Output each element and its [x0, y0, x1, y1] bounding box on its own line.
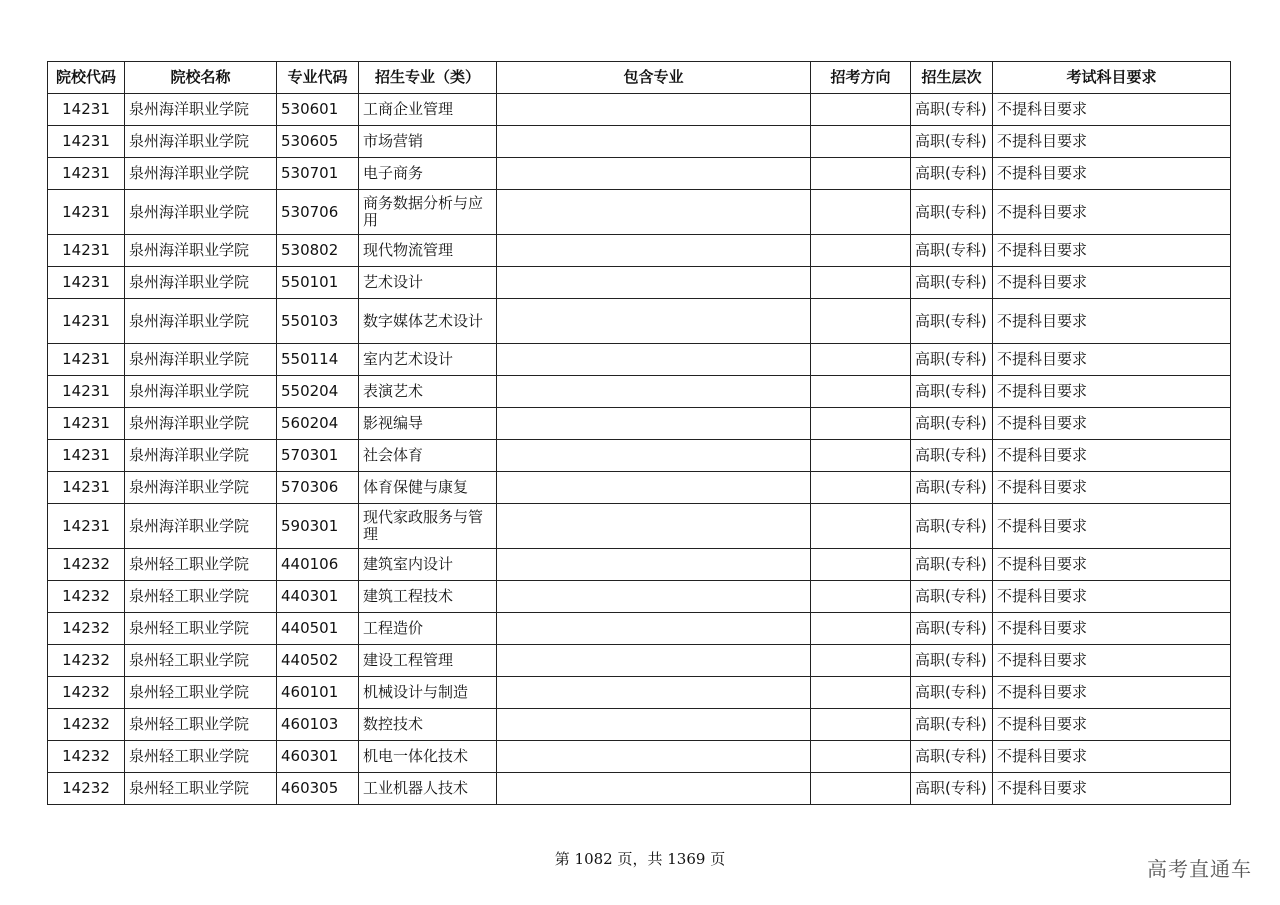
cell-level: 高职(专科)	[911, 235, 993, 267]
cell-major: 工商企业管理	[359, 94, 497, 126]
cell-included-majors	[497, 190, 811, 235]
cell-included-majors	[497, 677, 811, 709]
cell-major: 数字媒体艺术设计	[359, 299, 497, 344]
cell-requirement: 不提科目要求	[993, 440, 1231, 472]
cell-direction	[811, 158, 911, 190]
cell-requirement: 不提科目要求	[993, 645, 1231, 677]
header-direction: 招考方向	[811, 62, 911, 94]
cell-requirement: 不提科目要求	[993, 299, 1231, 344]
cell-school-name: 泉州海洋职业学院	[125, 440, 277, 472]
cell-school-code: 14231	[48, 126, 125, 158]
cell-school-code: 14232	[48, 613, 125, 645]
cell-school-code: 14231	[48, 472, 125, 504]
cell-school-code: 14231	[48, 440, 125, 472]
table-row	[48, 709, 1231, 741]
cell-school-name: 泉州海洋职业学院	[125, 472, 277, 504]
table-row	[48, 344, 1231, 376]
cell-level: 高职(专科)	[911, 741, 993, 773]
cell-major-code: 440501	[277, 613, 359, 645]
cell-school-code: 14231	[48, 267, 125, 299]
cell-major: 电子商务	[359, 158, 497, 190]
table-row	[48, 126, 1231, 158]
cell-school-name: 泉州海洋职业学院	[125, 408, 277, 440]
cell-major-code: 460301	[277, 741, 359, 773]
cell-major: 室内艺术设计	[359, 344, 497, 376]
table-row	[48, 581, 1231, 613]
cell-level: 高职(专科)	[911, 613, 993, 645]
cell-direction	[811, 709, 911, 741]
cell-requirement: 不提科目要求	[993, 549, 1231, 581]
cell-major: 体育保健与康复	[359, 472, 497, 504]
cell-major: 社会体育	[359, 440, 497, 472]
cell-included-majors	[497, 408, 811, 440]
cell-requirement: 不提科目要求	[993, 408, 1231, 440]
cell-major: 建设工程管理	[359, 645, 497, 677]
cell-level: 高职(专科)	[911, 472, 993, 504]
cell-requirement: 不提科目要求	[993, 472, 1231, 504]
cell-school-name: 泉州轻工职业学院	[125, 677, 277, 709]
cell-requirement: 不提科目要求	[993, 376, 1231, 408]
cell-direction	[811, 677, 911, 709]
cell-school-name: 泉州海洋职业学院	[125, 376, 277, 408]
cell-direction	[811, 408, 911, 440]
cell-school-code: 14232	[48, 677, 125, 709]
cell-major-code: 550204	[277, 376, 359, 408]
cell-major: 市场营销	[359, 126, 497, 158]
cell-included-majors	[497, 235, 811, 267]
cell-direction	[811, 344, 911, 376]
cell-major: 艺术设计	[359, 267, 497, 299]
cell-direction	[811, 581, 911, 613]
table-row	[48, 741, 1231, 773]
cell-major-code: 530706	[277, 190, 359, 235]
cell-school-name: 泉州海洋职业学院	[125, 126, 277, 158]
cell-direction	[811, 773, 911, 805]
table-row	[48, 190, 1231, 235]
cell-included-majors	[497, 376, 811, 408]
cell-major-code: 440106	[277, 549, 359, 581]
cell-included-majors	[497, 504, 811, 549]
cell-requirement: 不提科目要求	[993, 773, 1231, 805]
cell-major: 机电一体化技术	[359, 741, 497, 773]
cell-requirement: 不提科目要求	[993, 158, 1231, 190]
cell-school-name: 泉州轻工职业学院	[125, 581, 277, 613]
cell-level: 高职(专科)	[911, 677, 993, 709]
cell-requirement: 不提科目要求	[993, 344, 1231, 376]
cell-school-name: 泉州海洋职业学院	[125, 344, 277, 376]
cell-school-code: 14231	[48, 190, 125, 235]
table-row	[48, 773, 1231, 805]
cell-requirement: 不提科目要求	[993, 709, 1231, 741]
cell-school-code: 14232	[48, 709, 125, 741]
cell-included-majors	[497, 267, 811, 299]
cell-requirement: 不提科目要求	[993, 235, 1231, 267]
cell-included-majors	[497, 472, 811, 504]
header-major: 招生专业（类）	[359, 62, 497, 94]
admissions-table	[47, 61, 1231, 805]
cell-major: 机械设计与制造	[359, 677, 497, 709]
cell-school-code: 14232	[48, 645, 125, 677]
cell-included-majors	[497, 94, 811, 126]
cell-major-code: 570301	[277, 440, 359, 472]
table-row	[48, 645, 1231, 677]
cell-school-name: 泉州轻工职业学院	[125, 549, 277, 581]
header-row	[48, 62, 1231, 94]
cell-school-name: 泉州海洋职业学院	[125, 267, 277, 299]
cell-included-majors	[497, 773, 811, 805]
cell-included-majors	[497, 549, 811, 581]
cell-school-name: 泉州海洋职业学院	[125, 235, 277, 267]
cell-school-name: 泉州轻工职业学院	[125, 645, 277, 677]
cell-school-code: 14231	[48, 158, 125, 190]
cell-school-name: 泉州轻工职业学院	[125, 613, 277, 645]
table-row	[48, 235, 1231, 267]
header-requirement: 考试科目要求	[993, 62, 1231, 94]
cell-level: 高职(专科)	[911, 158, 993, 190]
table-row	[48, 504, 1231, 549]
cell-included-majors	[497, 299, 811, 344]
cell-major-code: 530601	[277, 94, 359, 126]
table-row	[48, 677, 1231, 709]
cell-school-code: 14231	[48, 299, 125, 344]
table-row	[48, 376, 1231, 408]
cell-direction	[811, 472, 911, 504]
cell-level: 高职(专科)	[911, 504, 993, 549]
cell-requirement: 不提科目要求	[993, 613, 1231, 645]
cell-major-code: 560204	[277, 408, 359, 440]
cell-major-code: 550103	[277, 299, 359, 344]
cell-major: 现代物流管理	[359, 235, 497, 267]
cell-direction	[811, 613, 911, 645]
table-row	[48, 94, 1231, 126]
cell-direction	[811, 440, 911, 472]
cell-direction	[811, 267, 911, 299]
cell-major-code: 530605	[277, 126, 359, 158]
cell-major: 现代家政服务与管理	[359, 504, 497, 549]
cell-school-name: 泉州轻工职业学院	[125, 741, 277, 773]
cell-direction	[811, 235, 911, 267]
cell-major-code: 570306	[277, 472, 359, 504]
table-body	[48, 94, 1231, 805]
cell-level: 高职(专科)	[911, 408, 993, 440]
cell-school-code: 14231	[48, 344, 125, 376]
cell-direction	[811, 299, 911, 344]
cell-requirement: 不提科目要求	[993, 741, 1231, 773]
cell-major: 建筑室内设计	[359, 549, 497, 581]
cell-included-majors	[497, 613, 811, 645]
cell-school-name: 泉州轻工职业学院	[125, 709, 277, 741]
cell-major: 影视编导	[359, 408, 497, 440]
cell-school-code: 14231	[48, 94, 125, 126]
cell-major-code: 590301	[277, 504, 359, 549]
cell-school-name: 泉州海洋职业学院	[125, 94, 277, 126]
cell-major-code: 550114	[277, 344, 359, 376]
table-row	[48, 158, 1231, 190]
cell-school-code: 14232	[48, 741, 125, 773]
table-row	[48, 299, 1231, 344]
cell-level: 高职(专科)	[911, 440, 993, 472]
cell-level: 高职(专科)	[911, 126, 993, 158]
cell-major: 工程造价	[359, 613, 497, 645]
cell-requirement: 不提科目要求	[993, 581, 1231, 613]
cell-direction	[811, 645, 911, 677]
header-included-majors: 包含专业	[497, 62, 811, 94]
cell-requirement: 不提科目要求	[993, 504, 1231, 549]
cell-included-majors	[497, 581, 811, 613]
cell-included-majors	[497, 158, 811, 190]
cell-level: 高职(专科)	[911, 549, 993, 581]
cell-direction	[811, 504, 911, 549]
cell-level: 高职(专科)	[911, 645, 993, 677]
cell-direction	[811, 376, 911, 408]
cell-school-name: 泉州轻工职业学院	[125, 773, 277, 805]
table-row	[48, 408, 1231, 440]
watermark-logo: 高考直通车	[1147, 857, 1252, 881]
cell-school-code: 14231	[48, 408, 125, 440]
cell-level: 高职(专科)	[911, 773, 993, 805]
cell-included-majors	[497, 344, 811, 376]
cell-included-majors	[497, 126, 811, 158]
cell-school-name: 泉州海洋职业学院	[125, 190, 277, 235]
cell-school-name: 泉州海洋职业学院	[125, 158, 277, 190]
cell-direction	[811, 741, 911, 773]
cell-included-majors	[497, 440, 811, 472]
cell-school-name: 泉州海洋职业学院	[125, 299, 277, 344]
cell-major: 商务数据分析与应用	[359, 190, 497, 235]
cell-included-majors	[497, 709, 811, 741]
table-row	[48, 440, 1231, 472]
table-row	[48, 613, 1231, 645]
cell-level: 高职(专科)	[911, 709, 993, 741]
cell-major: 建筑工程技术	[359, 581, 497, 613]
header-level: 招生层次	[911, 62, 993, 94]
cell-level: 高职(专科)	[911, 267, 993, 299]
cell-school-code: 14232	[48, 581, 125, 613]
cell-level: 高职(专科)	[911, 299, 993, 344]
cell-level: 高职(专科)	[911, 94, 993, 126]
cell-level: 高职(专科)	[911, 581, 993, 613]
cell-requirement: 不提科目要求	[993, 677, 1231, 709]
cell-major-code: 460101	[277, 677, 359, 709]
cell-school-code: 14231	[48, 235, 125, 267]
cell-level: 高职(专科)	[911, 190, 993, 235]
cell-major-code: 550101	[277, 267, 359, 299]
cell-major-code: 460305	[277, 773, 359, 805]
cell-school-code: 14231	[48, 376, 125, 408]
cell-major: 数控技术	[359, 709, 497, 741]
cell-school-code: 14232	[48, 773, 125, 805]
cell-level: 高职(专科)	[911, 344, 993, 376]
header-school-name: 院校名称	[125, 62, 277, 94]
cell-requirement: 不提科目要求	[993, 190, 1231, 235]
cell-requirement: 不提科目要求	[993, 267, 1231, 299]
cell-requirement: 不提科目要求	[993, 94, 1231, 126]
cell-major: 表演艺术	[359, 376, 497, 408]
cell-direction	[811, 190, 911, 235]
cell-direction	[811, 549, 911, 581]
cell-school-code: 14231	[48, 504, 125, 549]
table-row	[48, 549, 1231, 581]
cell-major-code: 530802	[277, 235, 359, 267]
cell-major-code: 440301	[277, 581, 359, 613]
cell-included-majors	[497, 645, 811, 677]
cell-major-code: 440502	[277, 645, 359, 677]
cell-school-code: 14232	[48, 549, 125, 581]
cell-included-majors	[497, 741, 811, 773]
cell-direction	[811, 126, 911, 158]
cell-requirement: 不提科目要求	[993, 126, 1231, 158]
table-row	[48, 267, 1231, 299]
cell-major-code: 530701	[277, 158, 359, 190]
table-row	[48, 472, 1231, 504]
cell-major-code: 460103	[277, 709, 359, 741]
table-header	[48, 62, 1231, 94]
header-major-code: 专业代码	[277, 62, 359, 94]
cell-direction	[811, 94, 911, 126]
page-number: 第 1082 页，共 1369 页	[554, 850, 726, 868]
cell-major: 工业机器人技术	[359, 773, 497, 805]
cell-level: 高职(专科)	[911, 376, 993, 408]
cell-school-name: 泉州海洋职业学院	[125, 504, 277, 549]
header-school-code: 院校代码	[48, 62, 125, 94]
